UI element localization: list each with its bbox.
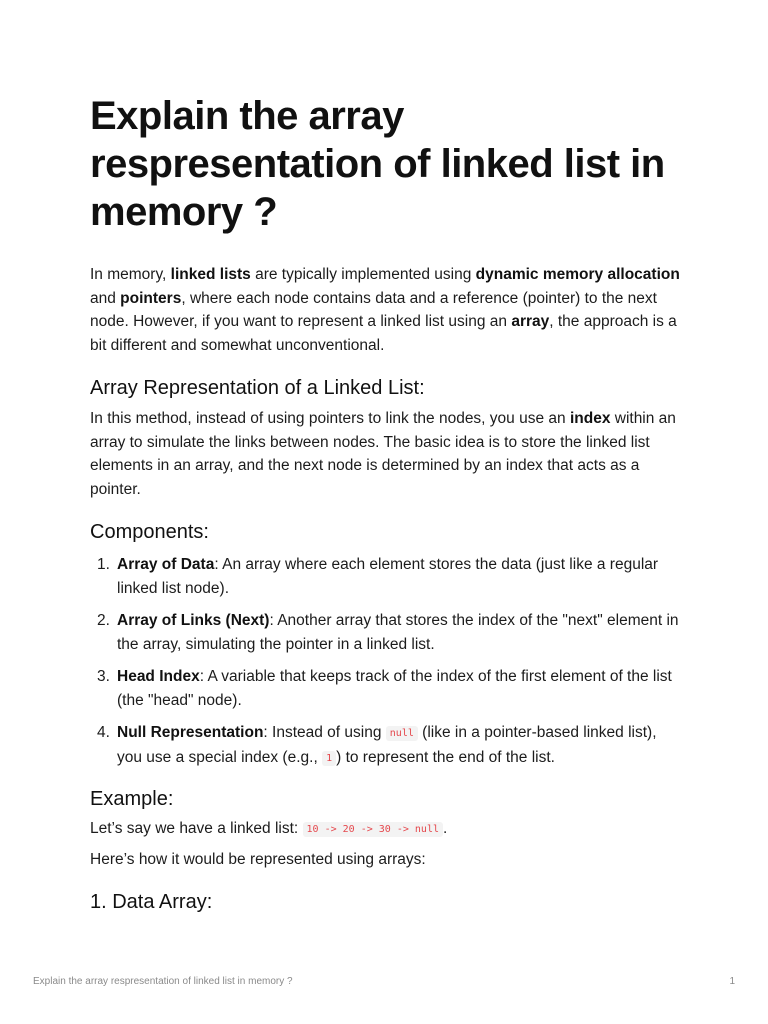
footer-title: Explain the array respresentation of linked list in memory ? bbox=[33, 976, 293, 987]
list-item-text: : An array where each element stores the data (just like a regular linked list node). bbox=[117, 556, 659, 597]
intro-bold-linked-lists: linked lists bbox=[170, 266, 251, 283]
list-item-text: : A variable that keeps track of the index of the first element of the list (the "head" node). bbox=[117, 668, 672, 709]
example-paragraph-2: Here’s how it would be represented using arrays: bbox=[90, 851, 426, 868]
example-text: Let’s say we have a linked list: bbox=[90, 820, 303, 837]
list-item bbox=[90, 609, 680, 656]
intro-bold-dynamic-memory: dynamic memory allocation bbox=[475, 266, 680, 283]
list-item-term: Array of Links (Next) bbox=[117, 612, 270, 629]
inline-code: 1 bbox=[322, 751, 336, 766]
list-item-term: Null Representation bbox=[117, 724, 264, 741]
intro-paragraph bbox=[90, 263, 680, 357]
intro-text: and bbox=[90, 289, 121, 307]
inline-code: null bbox=[386, 726, 418, 741]
section-heading-components: Components: bbox=[90, 521, 209, 543]
list-item bbox=[90, 721, 680, 770]
section-heading-example: Example: bbox=[90, 788, 174, 810]
list-item-number: 2. bbox=[97, 612, 110, 629]
list-item-number: 3. bbox=[97, 668, 110, 685]
intro-bold-pointers: pointers bbox=[120, 289, 182, 307]
section-heading-data-array: 1. Data Array: bbox=[90, 891, 213, 913]
example-text: . bbox=[442, 820, 448, 837]
list-item-text: ) to represent the end of the list. bbox=[336, 748, 555, 766]
list-item-term: Head Index bbox=[117, 668, 200, 685]
section-text: within an array to simulate the links between nodes. The basic idea is to store the linked list elements in an array, and the next node is determined by an index that acts as a pointer. bbox=[90, 410, 676, 498]
page-footer bbox=[33, 976, 735, 987]
components-list bbox=[90, 553, 680, 779]
page-title: Explain the array respresentation of linked list in memory ? bbox=[90, 94, 665, 234]
inline-code: 10 -> 20 -> 30 -> null bbox=[303, 822, 443, 837]
example-paragraph bbox=[90, 817, 680, 842]
intro-bold-array: array bbox=[511, 313, 550, 330]
section-paragraph bbox=[90, 407, 680, 501]
list-item-term: Array of Data bbox=[117, 556, 215, 573]
list-item bbox=[90, 553, 680, 600]
list-item-text: : Another array that stores the index of the "next" element in the array, simulating the pointer in a linked list. bbox=[117, 612, 679, 653]
list-item-number: 1. bbox=[97, 556, 110, 573]
list-item bbox=[90, 665, 680, 712]
section-heading-array-representation: Array Representation of a Linked List: bbox=[90, 377, 425, 399]
list-item-text: : Instead of using bbox=[263, 724, 386, 741]
intro-text: , where each node contains data and a reference (pointer) to the next node. However, if you want to represent a linked list using an bbox=[90, 289, 657, 330]
section-text: In this method, instead of using pointers to link the nodes, you use an bbox=[90, 410, 570, 427]
list-item-text: (like in a pointer-based linked list), you use a special index (e.g., bbox=[117, 724, 657, 766]
page-number: 1 bbox=[729, 976, 735, 987]
intro-text: are typically implemented using bbox=[250, 266, 476, 283]
list-item-number: 4. bbox=[97, 724, 110, 741]
section-bold-index: index bbox=[569, 410, 611, 427]
intro-text: In memory, bbox=[90, 266, 171, 283]
intro-text: , the approach is a bit different and somewhat unconventional. bbox=[90, 313, 677, 354]
